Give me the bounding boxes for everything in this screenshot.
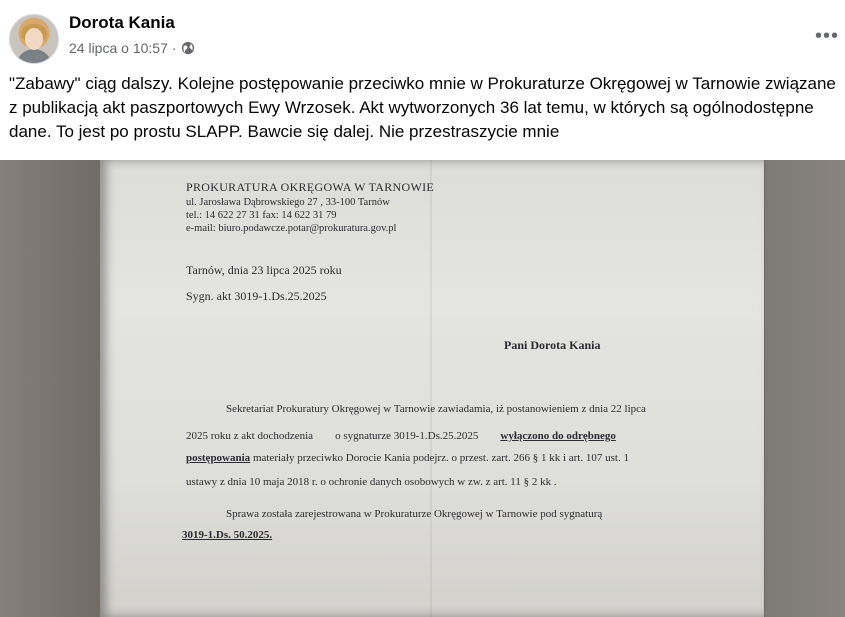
document-p2-part-a: 2025 roku z akt dochodzenia [186,430,314,442]
meta-separator: · [171,40,177,56]
document-signature: Sygn. akt 3019-1.Ds.25.2025 [186,289,327,303]
document-phone: tel.: 14 622 27 31 fax: 14 622 31 79 [186,210,337,221]
document-paragraph-1: Sekretariat Prokuratury Okręgowej w Tarnowie zawiadamia, iż postanowieniem z dnia 22 lipca [226,403,646,415]
document-paragraph-5: Sprawa została zarejestrowana w Prokuraturze Okręgowej w Tarnowie pod sygnaturą [226,508,603,520]
avatar-shoulders [16,49,52,64]
post-text: "Zabawy" ciąg dalszy. Kolejne postępowanie przeciwko mnie w Prokuraturze Okręgowej w Tarnowie związane z publikacją akt paszportowych Ewy Wrzosek. Akt wytworzonych 36 lat temu, w których są ogólnodostępne dane. To jest po prostu SLAPP. Bawcie się dalej. Nie przestraszycie mnie [9,74,836,141]
photo-background-right [765,160,845,617]
photo-background-left [0,160,104,617]
document-paper [100,160,764,617]
document-new-signature: 3019-1.Ds. 50.2025. [182,529,273,541]
post-meta [69,40,195,56]
author-name[interactable]: Dorota Kania [69,13,175,32]
document-email: e-mail: biuro.podawcze.potar@prokuratura.gov.pl [186,223,397,234]
document-p3-part-a: postępowania [186,452,251,464]
document-date: Tarnów, dnia 23 lipca 2025 roku [186,263,342,277]
globe-icon[interactable] [181,41,195,55]
document-p2-part-c: wyłączono do odrębnego [500,430,616,442]
document-org-name: PROKURATURA OKRĘGOWA W TARNOWIE [186,180,435,194]
more-dots-icon[interactable]: ••• [814,24,839,47]
author-avatar[interactable] [9,14,59,64]
document-p2-part-b: o sygnaturze 3019-1.Ds.25.2025 [335,430,479,442]
post-header [0,0,845,66]
document-address: ul. Jarosława Dąbrowskiego 27 , 33-100 Tarnów [186,197,390,208]
post-photo[interactable] [0,160,845,617]
document-p3-part-b: materiały przeciwko Dorocie Kania podejrz. o przest. zart. 266 § 1 kk i art. 107 ust. 1 [250,452,629,464]
document-paragraph-2 [186,430,616,442]
paper-fold [430,160,432,617]
document-addressee: Pani Dorota Kania [504,338,601,352]
avatar-face [25,28,43,50]
post-timestamp[interactable]: 24 lipca o 10:57 [69,40,168,56]
document-paragraph-3 [186,452,629,464]
document-paragraph-4: ustawy z dnia 10 maja 2018 r. o ochronie danych osobowych w zw. z art. 11 § 2 kk . [186,476,557,488]
